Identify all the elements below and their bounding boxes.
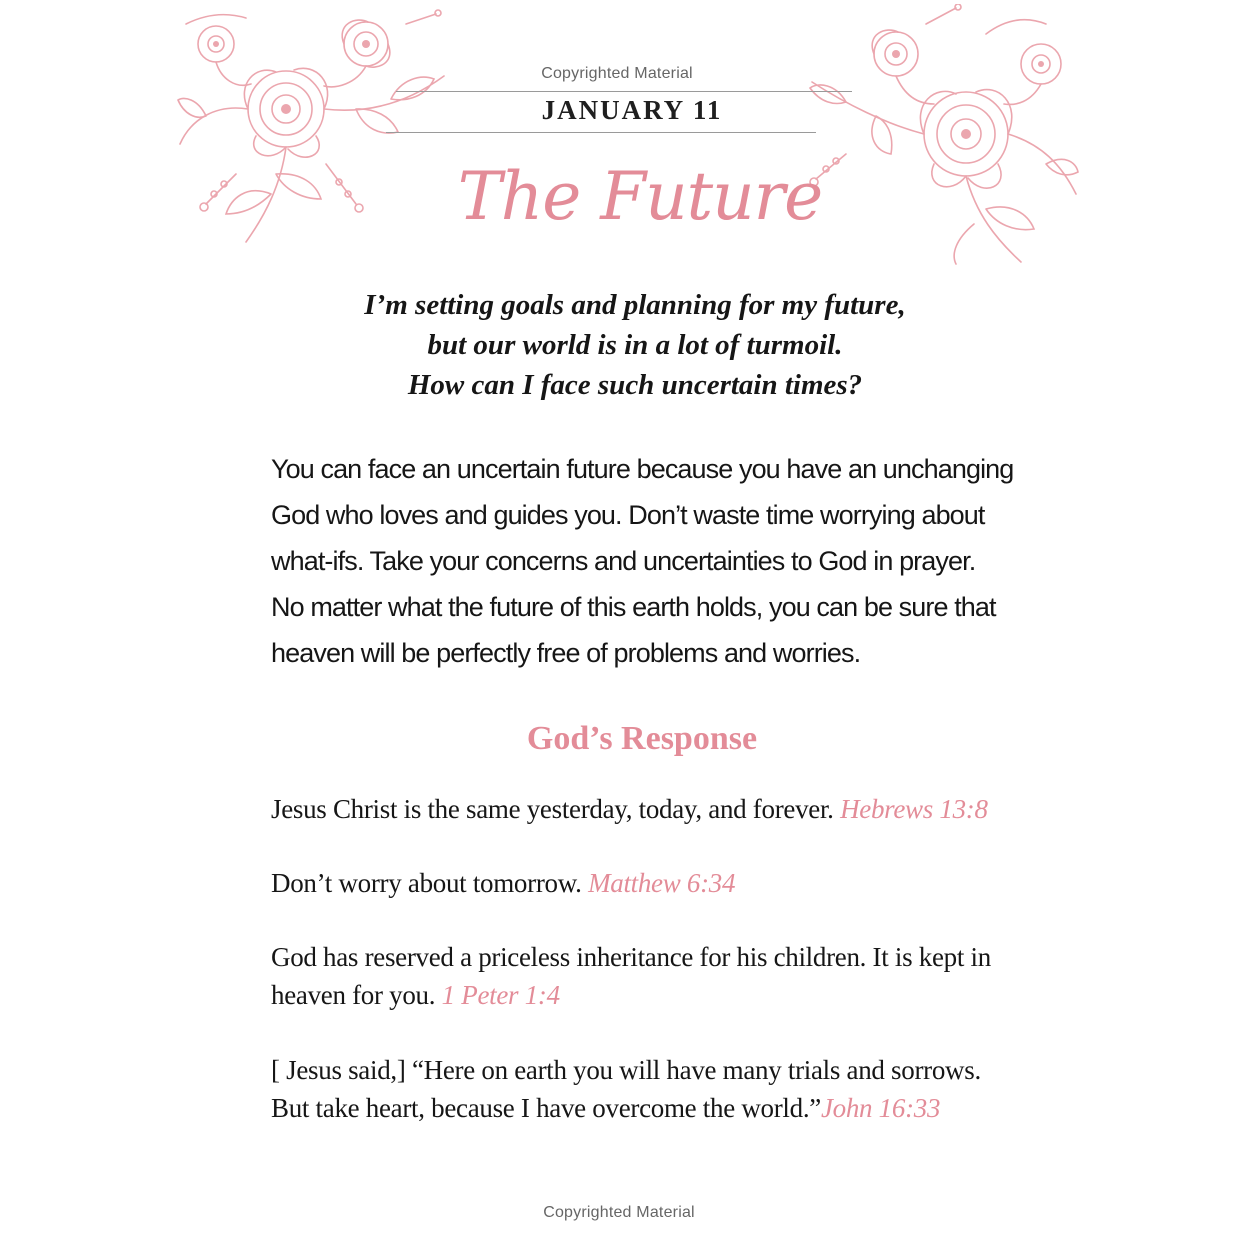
verse-text: God has reserved a priceless inheritance for his children. It is kept in <box>271 942 991 972</box>
verse-reference: John 16:33 <box>820 1093 941 1123</box>
body-line: what-ifs. Take your concerns and uncertainties to God in prayer. <box>271 546 976 576</box>
verse-text: Jesus Christ is the same yesterday, today, and forever. <box>271 794 834 824</box>
body-paragraph <box>271 446 1014 676</box>
verse-reference: 1 Peter 1:4 <box>441 980 560 1010</box>
date-rule-top <box>396 91 852 92</box>
verse-item <box>271 790 1031 828</box>
body-line: God who loves and guides you. Don’t waste time worrying about <box>271 500 985 530</box>
page-title: The Future <box>457 158 823 235</box>
question-line: but our world is in a lot of turmoil. <box>427 329 843 361</box>
question-line: I’m setting goals and planning for my future, <box>364 289 906 321</box>
body-line: heaven will be perfectly free of problems and worries. <box>271 638 861 668</box>
section-heading: God’s Response <box>526 720 758 757</box>
verse-text: But take heart, because I have overcome the world.” <box>271 1093 821 1123</box>
question-line: How can I face such uncertain times? <box>407 369 863 401</box>
verse-item <box>271 864 1031 902</box>
verse-reference: Hebrews 13:8 <box>840 794 988 824</box>
date-rule-bottom <box>386 132 816 133</box>
verse-item <box>271 1051 1031 1127</box>
verse-reference: Matthew 6:34 <box>588 868 736 898</box>
verse-item <box>271 938 1031 1014</box>
page-date: JANUARY 11 <box>541 95 723 125</box>
copyright-watermark-top: Copyrighted Material <box>541 65 693 82</box>
question-block <box>0 285 1254 405</box>
body-line: No matter what the future of this earth holds, you can be sure that <box>271 592 996 622</box>
verse-text: Don’t worry about tomorrow. <box>271 868 582 898</box>
body-line: You can face an uncertain future because you have an unchanging <box>271 454 1014 484</box>
verse-text: [ Jesus said,] “Here on earth you will have many trials and sorrows. <box>271 1055 981 1085</box>
verse-text: heaven for you. <box>271 980 436 1010</box>
copyright-watermark-bottom: Copyrighted Material <box>543 1204 695 1221</box>
